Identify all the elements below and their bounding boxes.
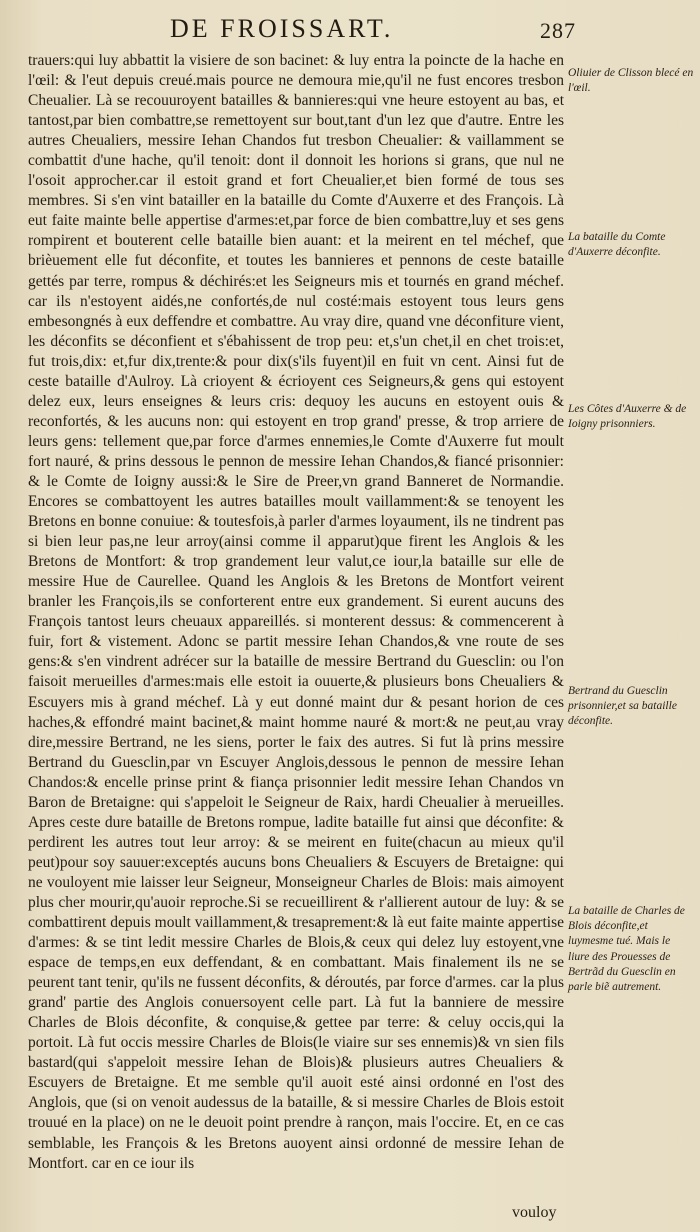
body-paragraph: trauers:qui luy abbattit la visiere de son bacinet: & luy entra la poincte de la hache en l'œil: & l'eut depuis creué.mais pource ne demoura mie,qu'il ne fust encores tresbon Cheualier. Là se recouuroyent batailles & bannieres:qui vne heure estoyent au bas, et tantost,par bien combattre,se remettoyent sur bout,tant d'un lez que d'autre. Entre les autres Cheualiers, messire Iehan Chandos fut tresbon Cheualier: & vaillamment se combattit d'une hache, qu'il tenoit: dont il donnoit les horions si grans, que nul ne l'osoit approcher.car il estoit grand et fort Cheualier,et bien formé de tous ses membres. Si s'en vint batailler en la bataille du Comte d'Auxerre et des François. Là eut faite mainte belle appertise d'armes:et,par force de bien combattre,luy et ses gens rompirent et bouterent celle bataille bien auant: et la meirent en tel méchef, que brièuement elle fut déconfite, et toutes les bannieres et pennons de ceste bataille gettés par terre, rompus & déchirés:et les Seigneurs mis et tournés en grand méchef. car ils n'estoyent aidés,ne confortés,de nul costé:mais estoyent tous leurs gens embesongnés à eux deffendre et combattre. Au vray dire, quand vne déconfiture vient, les déconfits se déconfient et s'ébahissent de trop peu: et,s'un chet,il en chet trois:et, fut trois,dix: et,fur dix,trente:& pour dix(s'ils fuyent)il en fuit vn cent. Ainsi fut de ceste bataille d'Aulroy. Là crioyent & écrioyent ces Seigneurs,& gens qui estoyent delez eux, leurs enseignes & leurs cris: dequoy les aucuns en estoyent ouis & reconfortés, & les aucuns non: qui estoyent en trop grand' presse, & trop arriere de leurs gens: tellement que,par force d'armes ennemies,le Comte d'Auxerre fut moult fort nauré, & prins dessous le pennon de messire Iehan Chandos,& fiancé prisonnier: & le Comte de Ioigny aussi:& le Sire de Preer,vn grand Banneret de Normandie. Encores se combattoyent les autres batailles moult vaillamment:& se tenoyent les Bretons en bonne conuiue: & toutesfois,à parler d'armes loyaument, ils ne tindrent pas si bien leur pas,ne leur arroy(ainsi comme il apparut)que firent les Anglois & les Bretons de Montfort: & trop grandement leur valut,ce iour,la bataille sur elle de messire Hue de Caurellee. Quand les Anglois & les Bretons de Montfort veirent branler les François,ils se conforterent entre eux grandement. Si eurent aucuns des François tantost leurs cheuaux appareillés. si monterent dessus: & commencerent à fuir, fort & vistement. Adonc se partit messire Iehan Chandos,& vne route de ses gens:& s'en vindrent adrécer sur la bataille de messire Bertrand du Guesclin: ou l'on faisoit merueilles d'armes:mais elle estoit ia ouuerte,& plusieurs bons Cheualiers & Escuyers mis à grand méchef. Là y eut donné maint dur & pesant horion de ces haches,& effondré maint bacinet,& maint homme nauré & mort:& ne peut,au vray dire,messire Bertrand, ne les siens, porter le faix des autres. Si fut là prins messire Bertrand du Guesclin,par vn Escuyer Anglois,dessous le pennon de messire Iehan Chandos:& encelle prinse print & fiança prisonnier ledit messire Iehan Chandos vn Baron de Bretaigne: qui s'appeloit le Seigneur de Raix, hardi Cheualier à merueilles. Apres ceste dure bataille de Bretons rompue, ladite bataille fut ainsi que déconfite: & perdirent les autres tout leur arroy: & se meirent en fuite(chacun au mieux qu'il peut)pour soy sauuer:exceptés aucuns bons Cheualiers & Escuyers de Bretaigne: qui ne vouloyent mie laisser leur Seigneur, Monseigneur Charles de Blois: mais aimoyent plus cher mourir,qu'auoir reproche.Si se recueillirent & r'allierent autour de luy: & se combattirent depuis moult vaillamment,& tresaprement:& là eut faite mainte appertise d'armes: & se tint ledit messire Charles de Blois,& ceux qui delez luy estoyent,vne espace de temps,en eux deffendant, & en combattant. Mais finalement ils ne se peurent tant tenir, qu'ils ne fussent déconfits, & déroutés, par force d'armes. car la plus grand' partie des Anglois conuersoyent celle part. Là fut la banniere de messire Charles de Blois déconfite, & conquise,& gettee par terre: & celuy occis,qui la portoit. Là fut occis messire Charles de Blois(le viaire sur ses ennemis)& vn sien fils bastard(qui s'appeloit messire Iehan de Blois)& plusieurs autres Cheualiers & Escuyers de Bretaigne. Et me semble qu'il auoit esté ainsi ordonné en l'ost des Anglois, que (si on venoit audessus de la bataille, & si messire Charles de Blois estoit trouué en la place) on ne le deuoit point prendre à rançon, mais l'occire. Et, en ce cas semblable, les François & les Bretons auoyent ainsi ordonné de messire Iehan de Montfort. car en ce iour ils [28, 52, 564, 1172]
catchword: vouloy [512, 1204, 557, 1221]
page-header [0, 10, 700, 44]
page-number: 287 [540, 18, 576, 43]
margin-note-counts-prisoners: Les Côtes d'Auxerre & de Ioigny prisonniers. [568, 403, 687, 431]
margin-note-charles-de-blois: La bataille de Charles de Blois déconfite,et luymesme tué. Mais le liure des Prouesses de Bertrãd du Guesclin en parle biẽ autrement. [568, 905, 685, 994]
main-text-column [28, 51, 564, 1174]
margin-note-clisson: Oliuier de Clisson blecé en l'œil. [568, 67, 694, 95]
margin-note-bertrand-prisoner: Bertrand du Guesclin prisonnier,et sa bataille déconfite. [568, 685, 677, 728]
running-title: DE FROISSART. [170, 14, 394, 43]
margin-note-auxerre-battle: La bataille du Comte d'Auxerre déconfite. [568, 231, 666, 259]
